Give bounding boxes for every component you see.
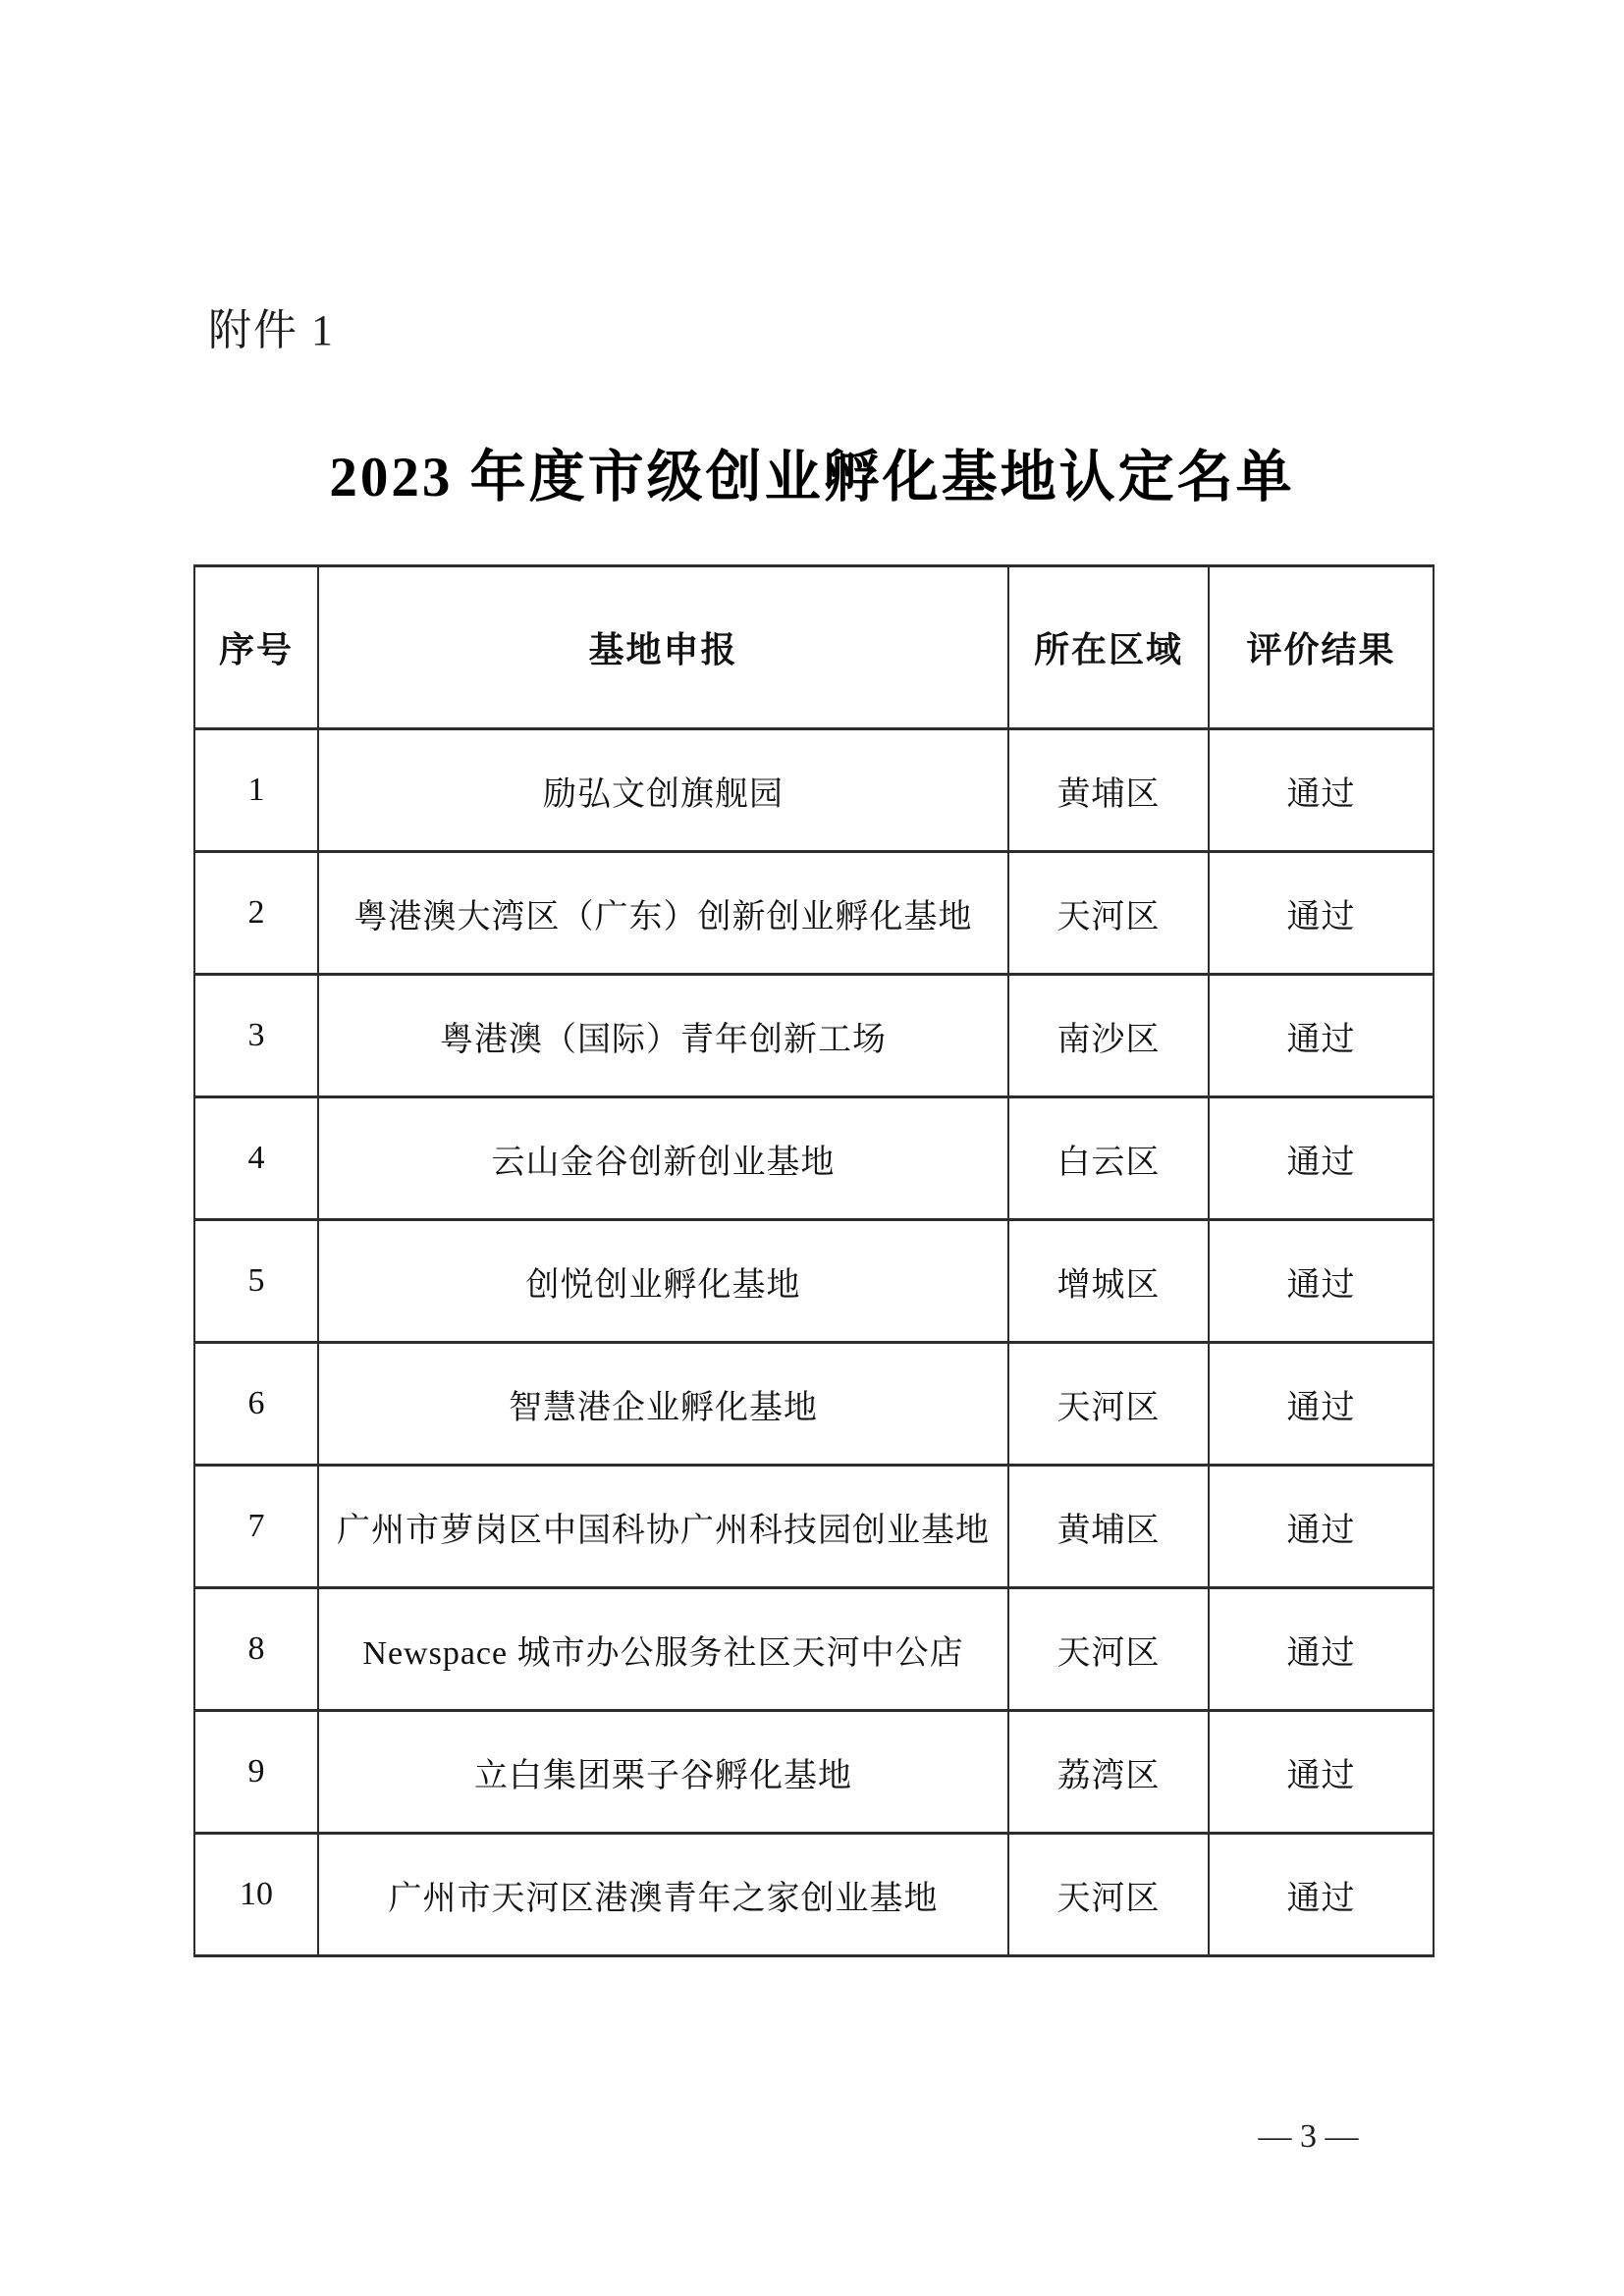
cell-base-name: 云山金谷创新创业基地 bbox=[318, 1097, 1008, 1220]
cell-base-name: 粤港澳大湾区（广东）创新创业孵化基地 bbox=[318, 852, 1008, 975]
cell-result: 通过 bbox=[1209, 975, 1434, 1097]
cell-serial-number: 5 bbox=[194, 1220, 318, 1343]
attachment-label: 附件 1 bbox=[208, 306, 335, 354]
cell-result: 通过 bbox=[1209, 852, 1434, 975]
cell-serial-number: 4 bbox=[194, 1097, 318, 1220]
cell-district: 天河区 bbox=[1008, 852, 1209, 975]
cell-district: 天河区 bbox=[1008, 1834, 1209, 1956]
cell-base-name: 励弘文创旗舰园 bbox=[318, 729, 1008, 852]
table-row bbox=[194, 1466, 1434, 1588]
cell-base-name: 广州市天河区港澳青年之家创业基地 bbox=[318, 1834, 1008, 1956]
header-cell-district: 所在区域 bbox=[1008, 566, 1209, 729]
table-row bbox=[194, 1588, 1434, 1711]
table-header-row bbox=[194, 566, 1434, 729]
header-cell-base-name: 基地申报 bbox=[318, 566, 1008, 729]
cell-serial-number: 9 bbox=[194, 1711, 318, 1834]
cell-district: 黄埔区 bbox=[1008, 1466, 1209, 1588]
cell-result: 通过 bbox=[1209, 1834, 1434, 1956]
cell-district: 天河区 bbox=[1008, 1588, 1209, 1711]
cell-base-name: 智慧港企业孵化基地 bbox=[318, 1343, 1008, 1466]
cell-result: 通过 bbox=[1209, 1343, 1434, 1466]
cell-base-name: 创悦创业孵化基地 bbox=[318, 1220, 1008, 1343]
table-row bbox=[194, 1711, 1434, 1834]
header-cell-serial-number: 序号 bbox=[194, 566, 318, 729]
table-row bbox=[194, 852, 1434, 975]
cell-serial-number: 6 bbox=[194, 1343, 318, 1466]
table-body bbox=[194, 729, 1434, 1956]
cell-result: 通过 bbox=[1209, 1711, 1434, 1834]
table-row bbox=[194, 1220, 1434, 1343]
cell-serial-number: 8 bbox=[194, 1588, 318, 1711]
incubation-base-table bbox=[193, 564, 1435, 1957]
page-title: 2023 年度市级创业孵化基地认定名单 bbox=[329, 447, 1295, 508]
cell-serial-number: 7 bbox=[194, 1466, 318, 1588]
page-number: — 3 — bbox=[1258, 2118, 1359, 2155]
cell-result: 通过 bbox=[1209, 1220, 1434, 1343]
header-cell-result: 评价结果 bbox=[1209, 566, 1434, 729]
cell-district: 荔湾区 bbox=[1008, 1711, 1209, 1834]
cell-result: 通过 bbox=[1209, 729, 1434, 852]
cell-serial-number: 1 bbox=[194, 729, 318, 852]
table-row bbox=[194, 1097, 1434, 1220]
cell-district: 增城区 bbox=[1008, 1220, 1209, 1343]
cell-base-name: 立白集团栗子谷孵化基地 bbox=[318, 1711, 1008, 1834]
cell-result: 通过 bbox=[1209, 1588, 1434, 1711]
cell-district: 白云区 bbox=[1008, 1097, 1209, 1220]
table-row bbox=[194, 1834, 1434, 1956]
cell-serial-number: 2 bbox=[194, 852, 318, 975]
table-row bbox=[194, 1343, 1434, 1466]
cell-district: 南沙区 bbox=[1008, 975, 1209, 1097]
table-row bbox=[194, 975, 1434, 1097]
table-row bbox=[194, 729, 1434, 852]
cell-result: 通过 bbox=[1209, 1466, 1434, 1588]
cell-serial-number: 10 bbox=[194, 1834, 318, 1956]
cell-base-name: Newspace 城市办公服务社区天河中公店 bbox=[318, 1588, 1008, 1711]
cell-district: 黄埔区 bbox=[1008, 729, 1209, 852]
cell-result: 通过 bbox=[1209, 1097, 1434, 1220]
cell-base-name: 广州市萝岗区中国科协广州科技园创业基地 bbox=[318, 1466, 1008, 1588]
cell-district: 天河区 bbox=[1008, 1343, 1209, 1466]
cell-serial-number: 3 bbox=[194, 975, 318, 1097]
cell-base-name: 粤港澳（国际）青年创新工场 bbox=[318, 975, 1008, 1097]
